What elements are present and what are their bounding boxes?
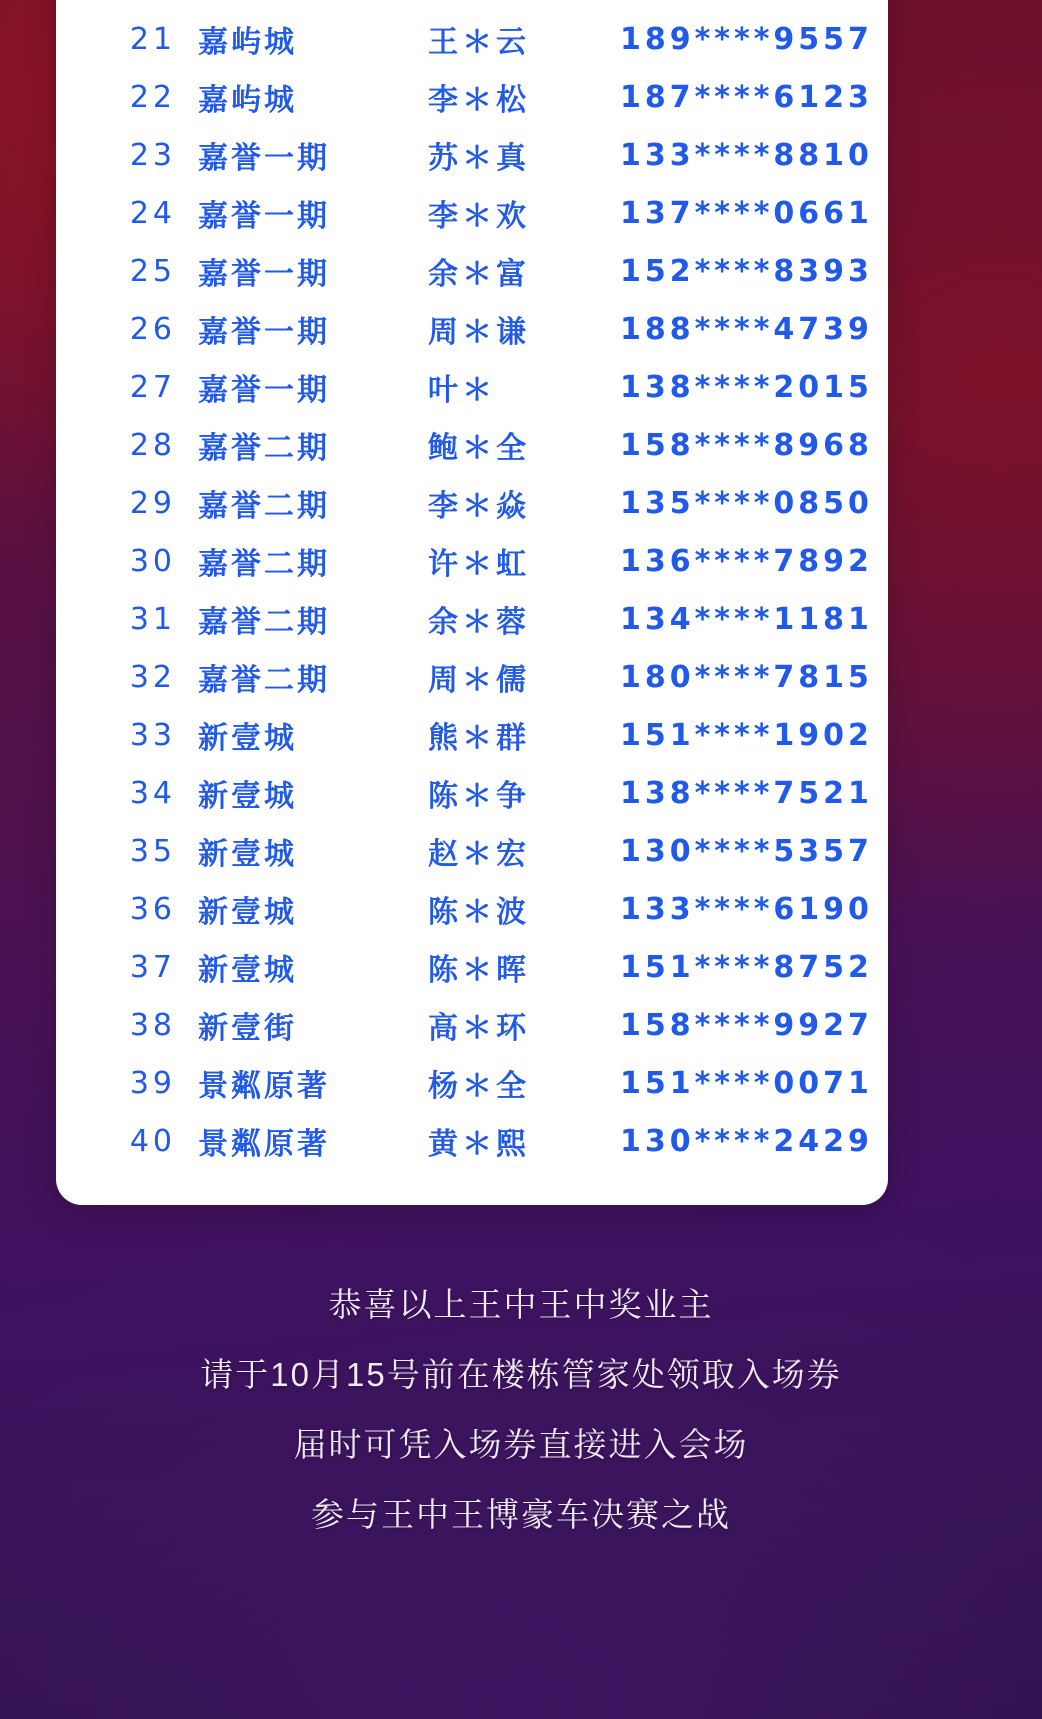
- row-name: 李＊焱: [428, 490, 530, 523]
- row-index: 29: [129, 485, 176, 521]
- row-index: 27: [129, 369, 176, 405]
- row-name: 熊＊群: [428, 722, 530, 755]
- row-name: 余＊蓉: [428, 606, 530, 639]
- row-phone: 151****8752: [620, 949, 873, 985]
- row-estate: 新壹城: [198, 722, 297, 755]
- row-index: 38: [129, 1007, 176, 1043]
- row-estate: 嘉誉一期: [198, 258, 330, 291]
- row-phone: 151****0071: [620, 1065, 873, 1101]
- row-index: 24: [129, 195, 176, 231]
- row-name: 周＊儒: [428, 664, 530, 697]
- row-phone: 137****0661: [620, 195, 873, 231]
- row-index: 26: [129, 311, 176, 347]
- row-name: 陈＊争: [428, 780, 530, 813]
- row-index: 22: [129, 79, 176, 115]
- row-index: 34: [129, 775, 176, 811]
- row-estate: 嘉誉二期: [198, 606, 330, 639]
- row-estate: 嘉誉一期: [198, 374, 330, 407]
- table-row: [56, 822, 888, 880]
- row-phone: 188****4739: [620, 311, 873, 347]
- row-estate: 景粼原著: [198, 1128, 330, 1161]
- row-estate: 嘉屿城: [198, 26, 297, 59]
- row-estate: 嘉誉二期: [198, 490, 330, 523]
- row-index: 25: [129, 253, 176, 289]
- row-index: 39: [129, 1065, 176, 1101]
- table-row: [56, 996, 888, 1054]
- row-phone: 151****1902: [620, 717, 873, 753]
- table-row: [56, 474, 888, 532]
- row-estate: 景粼原著: [198, 1070, 330, 1103]
- row-index: 31: [129, 601, 176, 637]
- row-index: 37: [129, 949, 176, 985]
- winners-table: [56, 0, 888, 1170]
- row-name: 李＊松: [428, 84, 530, 117]
- row-estate: 嘉誉二期: [198, 432, 330, 465]
- table-row: [56, 938, 888, 996]
- row-phone: 130****5357: [620, 833, 873, 869]
- row-estate: 新壹街: [198, 1012, 297, 1045]
- table-row: [56, 300, 888, 358]
- row-estate: 新壹城: [198, 954, 297, 987]
- row-index: 30: [129, 543, 176, 579]
- row-phone: 136****7892: [620, 543, 873, 579]
- row-phone: 133****6190: [620, 891, 873, 927]
- row-name: 黄＊熙: [428, 1128, 530, 1161]
- table-row: [56, 126, 888, 184]
- footer-notice: [0, 1270, 1042, 1550]
- row-phone: 138****2015: [620, 369, 873, 405]
- row-estate: 嘉誉一期: [198, 316, 330, 349]
- table-row: [56, 416, 888, 474]
- row-index: 21: [129, 21, 176, 57]
- table-row: [56, 68, 888, 126]
- row-phone: 187****6123: [620, 79, 873, 115]
- row-name: 许＊虹: [428, 548, 530, 581]
- row-name: 赵＊宏: [428, 838, 530, 871]
- row-estate: 新壹城: [198, 780, 297, 813]
- table-row: [56, 1054, 888, 1112]
- row-phone: 135****0850: [620, 485, 873, 521]
- row-name: 陈＊晖: [428, 954, 530, 987]
- row-name: 王＊云: [428, 26, 530, 59]
- table-row: [56, 764, 888, 822]
- row-index: 33: [129, 717, 176, 753]
- table-row: [56, 358, 888, 416]
- table-row: [56, 706, 888, 764]
- row-estate: 嘉屿城: [198, 84, 297, 117]
- table-row: [56, 648, 888, 706]
- footer-line: 请于10月15号前在楼栋管家处领取入场券: [200, 1356, 842, 1393]
- row-name: 周＊谦: [428, 316, 530, 349]
- row-name: 鲍＊全: [428, 432, 530, 465]
- row-index: 35: [129, 833, 176, 869]
- table-row: [56, 184, 888, 242]
- table-row: [56, 10, 888, 68]
- row-phone: 138****7521: [620, 775, 873, 811]
- footer-line: 恭喜以上王中王中奖业主: [328, 1286, 714, 1323]
- row-name: 余＊富: [428, 258, 530, 291]
- row-name: 叶＊: [428, 374, 496, 407]
- row-estate: 嘉誉一期: [198, 142, 330, 175]
- row-estate: 嘉誉二期: [198, 548, 330, 581]
- row-index: 28: [129, 427, 176, 463]
- footer-line: 参与王中王博豪车决赛之战: [311, 1496, 731, 1533]
- row-name: 高＊环: [428, 1012, 530, 1045]
- table-row: [56, 880, 888, 938]
- row-phone: 180****7815: [620, 659, 873, 695]
- row-phone: 152****8393: [620, 253, 873, 289]
- row-index: 23: [129, 137, 176, 173]
- row-index: 36: [129, 891, 176, 927]
- row-estate: 新壹城: [198, 896, 297, 929]
- row-estate: 嘉誉一期: [198, 200, 330, 233]
- row-name: 杨＊全: [428, 1070, 530, 1103]
- row-phone: 130****2429: [620, 1123, 873, 1159]
- table-row: [56, 590, 888, 648]
- table-row: [56, 532, 888, 590]
- row-name: 苏＊真: [428, 142, 530, 175]
- row-phone: 158****8968: [620, 427, 873, 463]
- row-index: 40: [129, 1123, 176, 1159]
- footer-line: 届时可凭入场券直接进入会场: [293, 1426, 749, 1463]
- row-name: 李＊欢: [428, 200, 530, 233]
- table-row: [56, 242, 888, 300]
- row-phone: 189****9557: [620, 21, 873, 57]
- row-phone: 134****1181: [620, 601, 873, 637]
- row-estate: 嘉誉二期: [198, 664, 330, 697]
- row-name: 陈＊波: [428, 896, 530, 929]
- row-estate: 新壹城: [198, 838, 297, 871]
- winners-card: [56, 0, 888, 1205]
- table-row: [56, 1112, 888, 1170]
- row-phone: 133****8810: [620, 137, 873, 173]
- row-index: 32: [129, 659, 176, 695]
- row-phone: 158****9927: [620, 1007, 873, 1043]
